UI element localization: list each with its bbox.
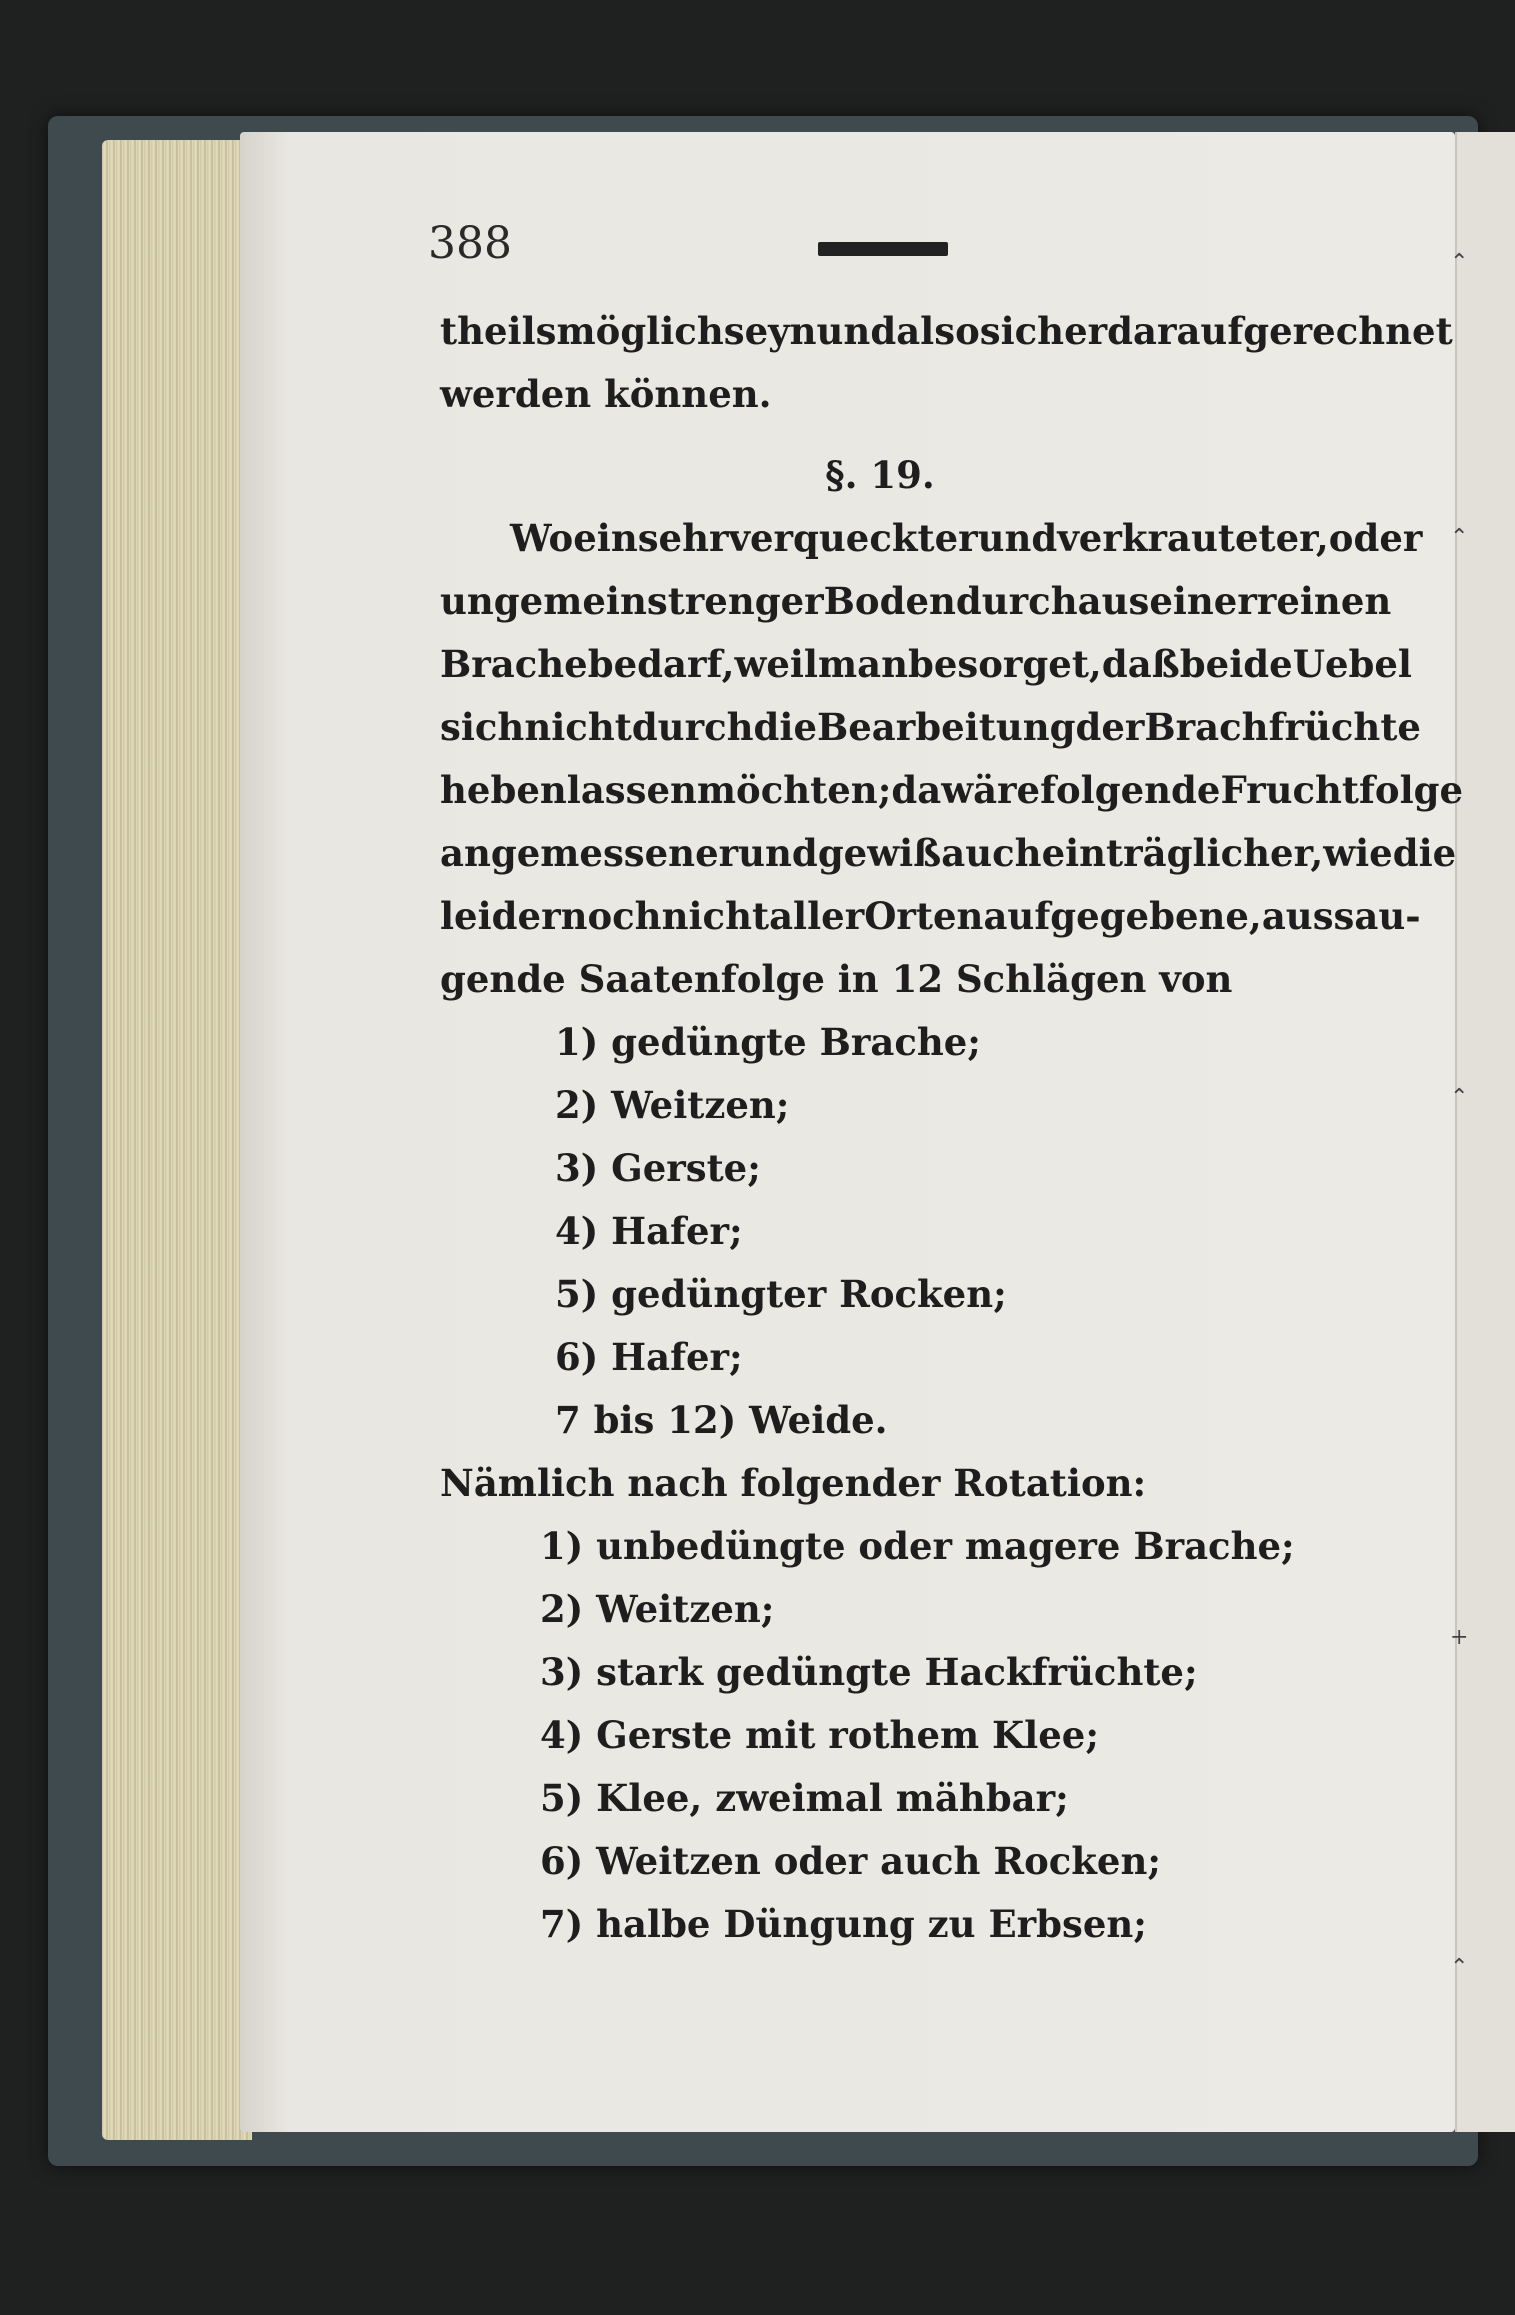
caret-mark-icon: ⌃: [1450, 1085, 1469, 1110]
list-item: 5) gedüngter Rocken;: [555, 1272, 1007, 1316]
list-item: 4) Hafer;: [555, 1209, 743, 1253]
text-line: Nämlich nach folgender Rotation:: [440, 1461, 1147, 1505]
text-line: werden können.: [440, 372, 772, 416]
margin-marks: [1450, 0, 1480, 2315]
text-line: heben lassen möchten; da wäre folgende Fruchtfolge: [440, 768, 1464, 812]
list-item: 7 bis 12) Weide.: [555, 1398, 888, 1442]
list-item: 3) Gerste;: [555, 1146, 761, 1190]
plus-mark-icon: +: [1450, 1625, 1469, 1650]
list-item: 4) Gerste mit rothem Klee;: [540, 1713, 1099, 1757]
list-item: 6) Weitzen oder auch Rocken;: [540, 1839, 1162, 1883]
text-line: ungemein strenger Boden durchaus einer reinen: [440, 579, 1392, 623]
list-item: 1) gedüngte Brache;: [555, 1020, 981, 1064]
list-item: 5) Klee, zweimal mähbar;: [540, 1776, 1069, 1820]
caret-mark-icon: ⌃: [1450, 525, 1469, 550]
list-item: 3) stark gedüngte Hackfrüchte;: [540, 1650, 1198, 1694]
list-item: 2) Weitzen;: [555, 1083, 790, 1127]
caret-mark-icon: ⌃: [1450, 1955, 1469, 1980]
text-line: sich nicht durch die Bearbeitung der Brachfrüchte: [440, 705, 1421, 749]
header-rule: [818, 242, 948, 256]
page-number: 388: [428, 218, 512, 269]
section-heading: §. 19.: [825, 453, 935, 497]
list-item: 6) Hafer;: [555, 1335, 743, 1379]
list-item: 2) Weitzen;: [540, 1587, 775, 1631]
text-line: gende Saatenfolge in 12 Schlägen von: [440, 957, 1233, 1001]
caret-mark-icon: ⌃: [1450, 250, 1469, 275]
text-line: Brache bedarf, weil man besorget, daß beide Uebel: [440, 642, 1412, 686]
text-line: theils möglich seyn und also sicher darauf gerechnet: [440, 309, 1453, 353]
page-header: [428, 218, 988, 278]
page-text: [440, 300, 1464, 1956]
list-item: 7) halbe Düngung zu Erbsen;: [540, 1902, 1147, 1946]
text-line: leider noch nicht aller Orten aufgegebene, aussau-: [440, 894, 1421, 938]
text-line: Wo ein sehr verqueckter und verkrauteter, oder: [510, 516, 1423, 560]
text-line: angemessener und gewiß auch einträglicher, wie die: [440, 831, 1457, 875]
page-edges: [102, 140, 252, 2140]
list-item: 1) unbedüngte oder magere Brache;: [540, 1524, 1295, 1568]
